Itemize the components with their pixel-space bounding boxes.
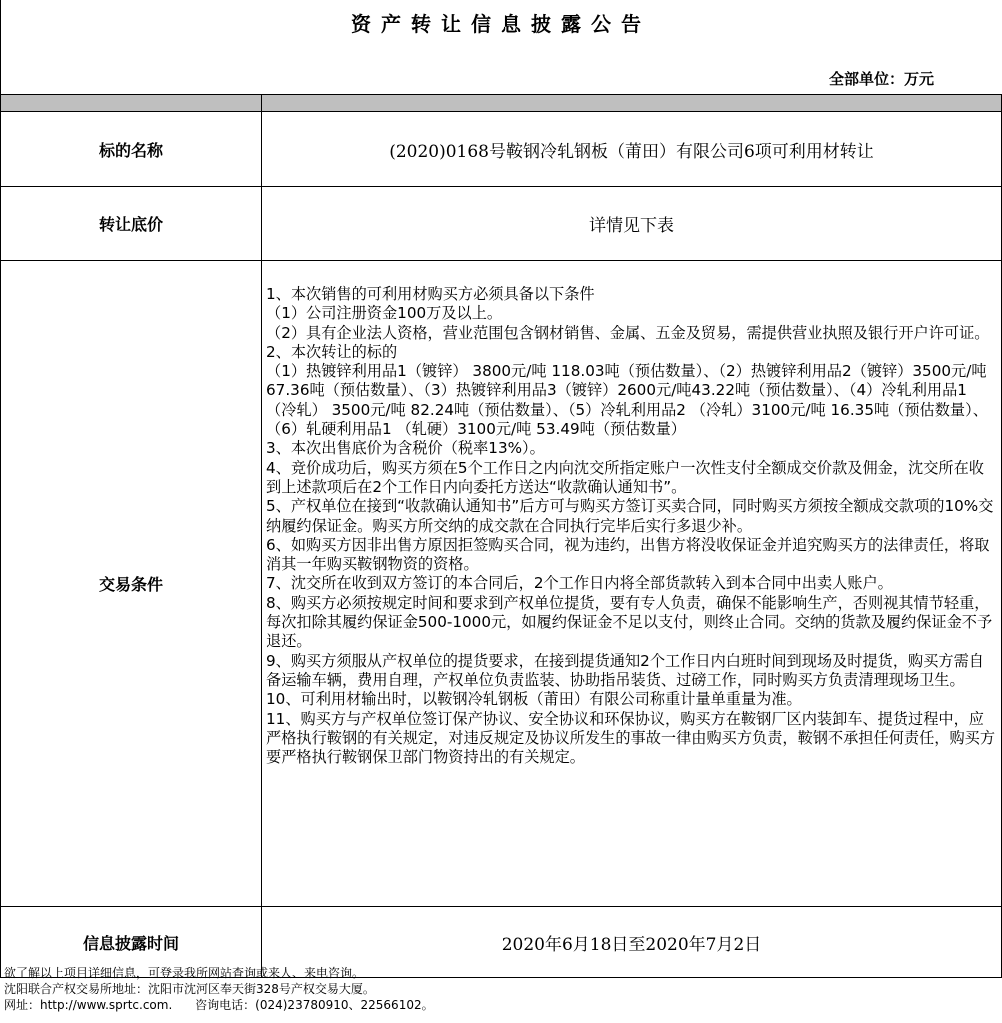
condition-line: （2）具有企业法人资格，营业范围包含钢材销售、金属、五金及贸易，需提供营业执照及银行开户许可证。 <box>266 323 990 342</box>
footer-line-contact: 网址：http://www.sprtc.com. 咨询电话：(024)23780910、22566102。 <box>4 998 434 1012</box>
table-row-price <box>1 187 1002 261</box>
condition-line: 6、如购买方因非出售方原因拒签购买合同，视为违约，出售方将没收保证金并追究购买方的法律责任，将取消其一年购买鞍钢物资的资格。 <box>266 535 990 574</box>
condition-line: 11、购买方与产权单位签订保产协议、安全协议和环保协议，购买方在鞍钢厂区内装卸车、提货过程中，应严格执行鞍钢的有关规定，对违反规定及协议所发生的事故一律由购买方负责，鞍钢不承担任何责任，购买方要严格执行鞍钢保卫部门物资持出的有关规定。 <box>266 709 995 767</box>
footer-line-inquiry: 欲了解以上项目详细信息，可登录我所网站查询或来人、来电咨询。 <box>4 966 365 980</box>
header-cell-left <box>1 95 262 112</box>
condition-line: （1）公司注册资金100万及以上。 <box>266 304 503 323</box>
period-label: 信息披露时间 <box>1 907 262 978</box>
page-title: 资产转让信息披露公告 <box>351 12 651 36</box>
condition-line: 4、竞价成功后，购买方须在5个工作日之内向沈交所指定账户一次性支付全额成交价款及佣金，沈交所在收到上述款项后在2个工作日内向委托方送达“收款确认通知书”。 <box>266 458 984 496</box>
condition-line: 2、本次转让的标的 <box>266 342 398 361</box>
table-row-subject <box>1 112 1002 187</box>
condition-line: 3、本次出售底价为含税价（税率13%）。 <box>266 439 545 458</box>
condition-line: 1、本次销售的可利用材购买方必须具备以下条件 <box>266 285 595 303</box>
conditions-text <box>262 261 1002 907</box>
subject-label: 标的名称 <box>1 112 262 187</box>
footer-line-address: 沈阳联合产权交易所地址：沈阳市沈河区奉天街328号产权交易大厦。 <box>4 982 375 996</box>
header-cell-right <box>262 95 1002 112</box>
price-value: 详情见下表 <box>262 187 1002 261</box>
conditions-label: 交易条件 <box>1 261 262 907</box>
condition-line: 8、购买方必须按规定时间和要求到产权单位提货，要有专人负责，确保不能影响生产，否则视其情节轻重，每次扣除其履约保证金500-1000元，如履约保证金不足以支付，则终止合同。交纳的货款及履约保证金不予退还。 <box>266 593 993 651</box>
unit-note: 全部单位：万元 <box>828 70 934 88</box>
condition-line: 7、沈交所在收到双方签订的本合同后，2个工作日内将全部货款转入到本合同中出卖人账户。 <box>266 574 893 593</box>
footer-info <box>4 965 434 1013</box>
period-value: 2020年6月18日至2020年7月2日 <box>262 907 1002 978</box>
table-row-conditions <box>1 261 1002 907</box>
condition-line: 10、可利用材输出时，以鞍钢冷轧钢板（莆田）有限公司称重计量单重量为准。 <box>266 690 802 709</box>
subject-value: (2020)0168号鞍钢冷轧钢板（莆田）有限公司6项可利用材转让 <box>262 112 1002 187</box>
condition-line: 9、购买方须服从产权单位的提货要求，在接到提货通知2个工作日内白班时间到现场及时提货，购买方需自备运输车辆，费用自理，产权单位负责监装、协助指吊装货、过磅工作，同时购买方负责清理现场卫生。 <box>266 651 984 689</box>
info-table <box>0 94 1002 978</box>
condition-line: （1）热镀锌利用品1（镀锌） 3800元/吨 118.03吨（预估数量）、（2）热镀锌利用品2（镀锌）3500元/吨 67.36吨（预估数量）、（3）热镀锌利用品3（镀锌）2600元/吨43.22吨（预估数量）、（4）冷轧利用品1 （冷轧） 3500元/吨 82.24吨（预估数量）、（5）冷轧利用品2 （冷轧）3100元/吨 16.35吨（预估数量）、（6）轧硬利用品1 （轧硬）3100元/吨 53.49吨（预估数量） <box>266 362 988 439</box>
table-header-row <box>1 95 1002 112</box>
price-label: 转让底价 <box>1 187 262 261</box>
condition-line: 5、产权单位在接到“收款确认通知书”后方可与购买方签订买卖合同，同时购买方须按全额成交款项的10%交纳履约保证金。购买方所交纳的成交款在合同执行完毕后实行多退少补。 <box>266 497 994 535</box>
